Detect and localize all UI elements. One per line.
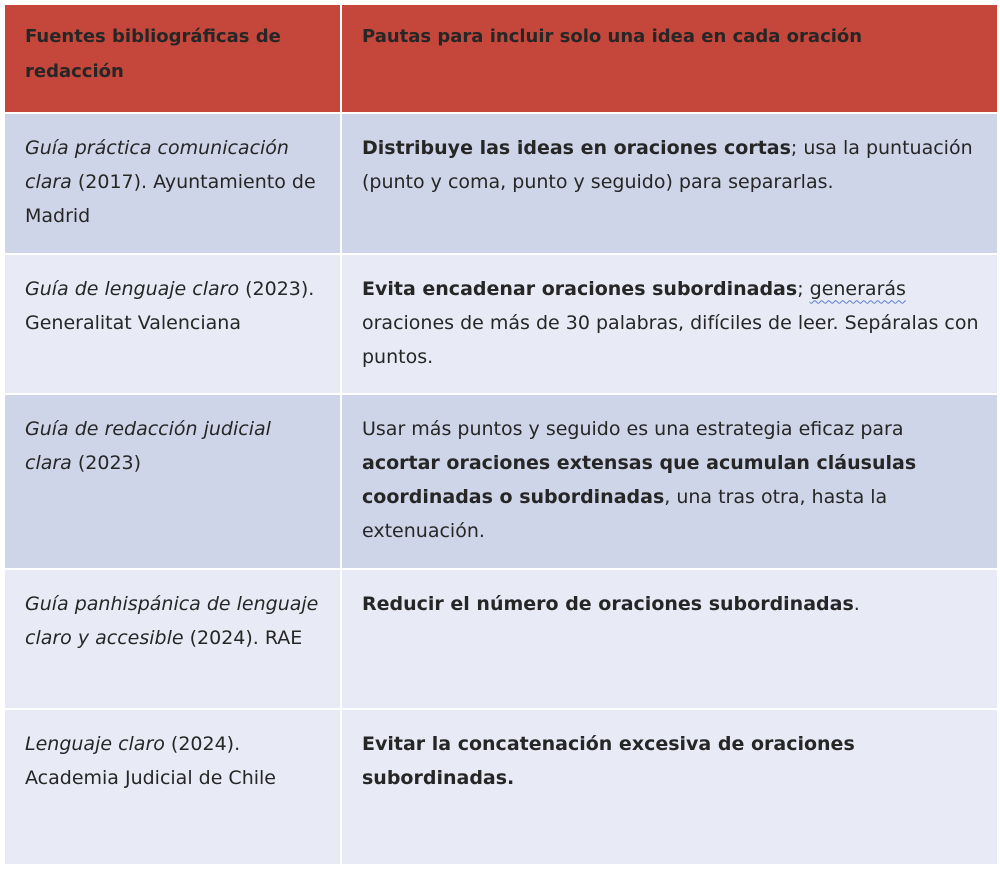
source-detail: (2023). Generalitat Valenciana: [25, 278, 315, 335]
source-title: Guía de lenguaje claro: [25, 278, 240, 301]
table-row: [4, 394, 998, 568]
table-row: [4, 709, 998, 865]
guideline-cell: [341, 254, 998, 394]
guideline-punct: ;: [797, 278, 810, 301]
source-cell: [4, 254, 341, 394]
guideline-emphasis: Reducir el número de oraciones subordinadas: [362, 592, 854, 615]
guideline-cell: [341, 394, 998, 568]
spellcheck-word: generarás: [809, 278, 906, 301]
guideline-cell: [341, 113, 998, 254]
guideline-cell: [341, 709, 998, 865]
table-row: [4, 254, 998, 394]
guideline-text: , una tras otra, hasta la extenuación.: [362, 486, 888, 543]
guideline-emphasis: Evitar la concatenación excesiva de oraciones subordinadas.: [362, 732, 855, 789]
header-sources: Fuentes bibliográficas de redacción: [4, 4, 341, 113]
table-header-row: [4, 4, 998, 113]
table-row: [4, 113, 998, 254]
guideline-emphasis: Distribuye las ideas en oraciones cortas: [362, 137, 791, 160]
source-title: Guía panhispánica de lenguaje claro y accesible: [25, 592, 319, 649]
header-guidelines: Pautas para incluir solo una idea en cada oración: [341, 4, 998, 113]
source-title: Guía práctica comunicación clara: [25, 137, 289, 194]
bibliography-guidelines-table: [3, 3, 999, 866]
guideline-emphasis: acortar oraciones extensas que acumulan cláusulas coordinadas o subordinadas: [362, 452, 917, 509]
source-detail: (2024). Academia Judicial de Chile: [25, 732, 276, 789]
source-cell: [4, 113, 341, 254]
source-cell: [4, 394, 341, 568]
table-row: [4, 569, 998, 709]
guideline-cell: [341, 569, 998, 709]
guideline-text: ; usa la puntuación (punto y coma, punto y seguido) para separarlas.: [362, 137, 973, 194]
guideline-text: oraciones de más de 30 palabras, difíciles de leer. Sepáralas con puntos.: [362, 312, 979, 369]
source-title: Guía de redacción judicial clara: [25, 418, 271, 475]
guideline-emphasis: Evita encadenar oraciones subordinadas: [362, 278, 798, 301]
source-cell: [4, 709, 341, 865]
guideline-text: .: [853, 592, 860, 615]
source-cell: [4, 569, 341, 709]
guideline-intro: Usar más puntos y seguido es una estrategia eficaz para: [362, 418, 904, 441]
source-detail: (2023): [71, 452, 142, 475]
source-title: Lenguaje claro: [25, 732, 165, 755]
source-detail: (2017). Ayuntamiento de Madrid: [25, 171, 316, 228]
source-detail: (2024). RAE: [183, 626, 303, 649]
